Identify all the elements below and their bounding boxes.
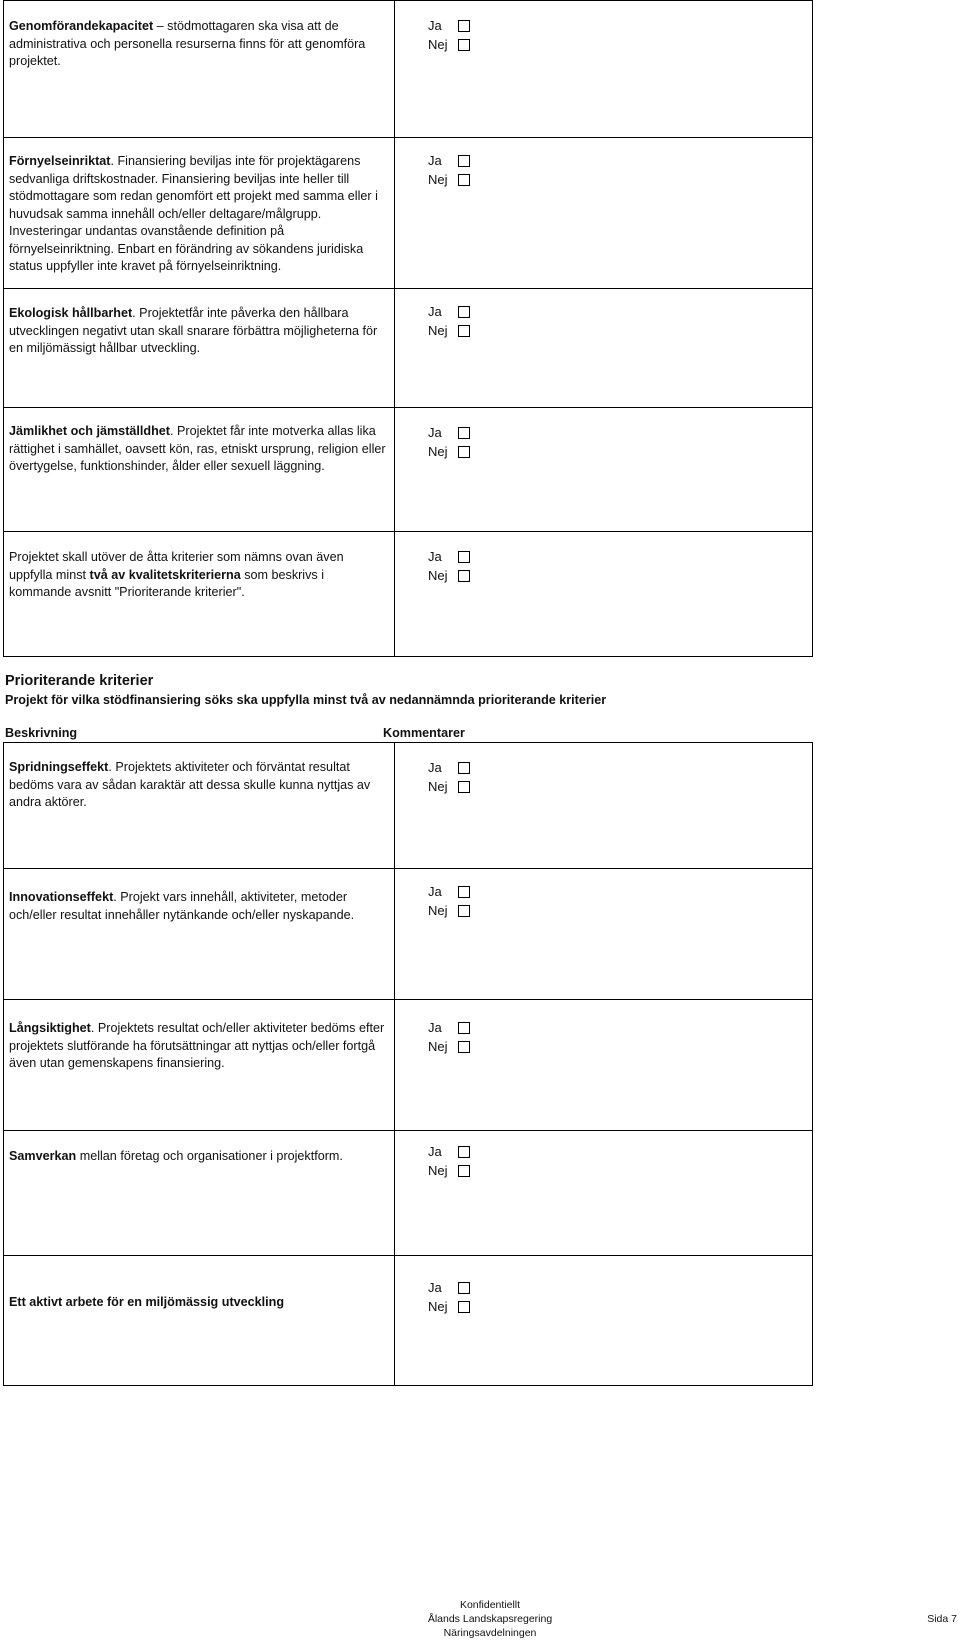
criteria-title: Förnyelseinriktat xyxy=(9,154,111,168)
priority-description xyxy=(4,1131,395,1256)
priority-description xyxy=(4,869,395,1000)
option-yes[interactable]: Ja xyxy=(428,758,812,777)
option-yes[interactable]: Ja xyxy=(428,16,812,35)
criteria-title: Genomförandekapacitet xyxy=(9,19,154,33)
option-no[interactable]: Nej xyxy=(428,566,812,585)
section-title: Prioriterande kriterier xyxy=(5,673,154,689)
option-no[interactable]: Nej xyxy=(428,901,812,920)
footer-confidential: Konfidentiellt xyxy=(459,1599,521,1611)
criteria-description: Projektet skall utöver de åtta kriterier som nämns ovan även uppfylla minst två av kvalitetskriterierna som beskrivs i kommande avsnitt "Prioriterande kriterier". xyxy=(4,532,395,657)
page-number: Sida 7 xyxy=(927,1613,957,1625)
checkbox-no[interactable] xyxy=(458,446,470,458)
footer-organization: Ålands Landskapsregering xyxy=(427,1613,553,1625)
option-yes[interactable]: Ja xyxy=(428,423,812,442)
footer-center xyxy=(380,1598,600,1640)
priority-options xyxy=(395,743,813,869)
footer-department: Näringsavdelningen xyxy=(443,1627,537,1639)
priority-options xyxy=(395,1131,813,1256)
option-no[interactable]: Nej xyxy=(428,1161,812,1180)
criteria-description xyxy=(4,289,395,408)
checkbox-yes[interactable] xyxy=(458,886,470,898)
column-header-description: Beskrivning xyxy=(5,726,78,740)
priority-text: . Projekt vars innehåll, aktiviteter, metoder och/eller resultat innehåller nytänkande och/eller nyskapande. xyxy=(9,890,355,922)
priority-title: Samverkan xyxy=(9,1149,77,1163)
priority-options xyxy=(395,1256,813,1386)
criteria-row xyxy=(4,532,813,657)
column-header-comments: Kommentarer xyxy=(383,726,465,740)
criteria-text: – stödmottagaren ska visa att de administrativa och personella resurserna finns för att genomföra projektet. xyxy=(9,19,366,68)
criteria-options xyxy=(395,532,813,657)
option-no[interactable]: Nej xyxy=(428,170,812,189)
option-no[interactable]: Nej xyxy=(428,35,812,54)
checkbox-no[interactable] xyxy=(458,781,470,793)
checkbox-no[interactable] xyxy=(458,905,470,917)
criteria-text: . Projektetfår inte påverka den hållbara utvecklingen negativt utan skall snarare förbättra möjligheterna för en miljömässigt hållbar utveckling. xyxy=(9,306,378,355)
priority-text: mellan företag och organisationer i projektform. xyxy=(76,1149,343,1163)
priority-title: Långsiktighet xyxy=(9,1021,91,1035)
option-yes[interactable]: Ja xyxy=(428,547,812,566)
criteria-row xyxy=(4,1,813,138)
criteria-text: . Projektet får inte motverka allas lika rättighet i samhället, oavsett kön, ras, etniskt ursprung, religion eller övertygelse, funktionshinder, ålder eller sexuell läggning. xyxy=(9,424,386,473)
option-yes[interactable]: Ja xyxy=(428,1018,812,1037)
criteria-options xyxy=(395,138,813,289)
checkbox-no[interactable] xyxy=(458,1165,470,1177)
criteria-text: . Finansiering beviljas inte för projektägarens sedvanliga driftskostnader. Finansiering beviljas inte heller till stödmottagare som redan genomfört ett projekt med samma eller i huvudsak samma innehåll och/eller deltagare/målgrupp. Investeringar undantas ovanstående definition på förnyelseinriktning. Enbart en förändring av sökandens juridiska status uppfyller inte kravet på förnyelseinriktning. xyxy=(9,154,378,273)
checkbox-no[interactable] xyxy=(458,39,470,51)
checkbox-no[interactable] xyxy=(458,570,470,582)
criteria-title: Jämlikhet och jämställdhet xyxy=(9,424,170,438)
priority-description xyxy=(4,743,395,869)
option-yes[interactable]: Ja xyxy=(428,1278,812,1297)
priority-table xyxy=(3,742,813,1386)
priority-row xyxy=(4,1131,813,1256)
option-no[interactable]: Nej xyxy=(428,321,812,340)
priority-title: Ett aktivt arbete för en miljömässig utveckling xyxy=(9,1295,285,1309)
checkbox-yes[interactable] xyxy=(458,1146,470,1158)
option-yes[interactable]: Ja xyxy=(428,151,812,170)
priority-row xyxy=(4,869,813,1000)
priority-options xyxy=(395,1000,813,1131)
checkbox-no[interactable] xyxy=(458,1041,470,1053)
section-subtitle: Projekt för vilka stödfinansiering söks ska uppfylla minst två av nedannämnda prioriterande kriterier xyxy=(5,693,607,707)
option-no[interactable]: Nej xyxy=(428,777,812,796)
checkbox-yes[interactable] xyxy=(458,551,470,563)
priority-text: . Projektets aktiviteter och förväntat resultat bedöms vara av sådan karaktär att dessa skulle kunna nyttjas av andra aktörer. xyxy=(9,760,371,809)
criteria-row xyxy=(4,408,813,532)
priority-description xyxy=(4,1000,395,1131)
option-yes[interactable]: Ja xyxy=(428,302,812,321)
option-no[interactable]: Nej xyxy=(428,1037,812,1056)
option-yes[interactable]: Ja xyxy=(428,882,812,901)
priority-row xyxy=(4,1000,813,1131)
priority-text: . Projektets resultat och/eller aktiviteter bedöms efter projektets slutförande ha förutsättningar att nyttjas och/eller fortgå även utan gemenskapens finansiering. xyxy=(9,1021,385,1070)
criteria-table xyxy=(3,0,813,657)
checkbox-yes[interactable] xyxy=(458,1022,470,1034)
priority-row xyxy=(4,743,813,869)
checkbox-yes[interactable] xyxy=(458,155,470,167)
criteria-text: som beskrivs i kommande avsnitt "Prioriterande kriterier". xyxy=(9,567,324,599)
priority-row xyxy=(4,1256,813,1386)
criteria-title: två av kvalitetskriterierna xyxy=(89,567,241,582)
criteria-options xyxy=(395,1,813,138)
criteria-row xyxy=(4,138,813,289)
priority-title: Innovationseffekt xyxy=(9,890,114,904)
criteria-row xyxy=(4,289,813,408)
option-yes[interactable]: Ja xyxy=(428,1142,812,1161)
checkbox-yes[interactable] xyxy=(458,427,470,439)
checkbox-yes[interactable] xyxy=(458,306,470,318)
criteria-title: Ekologisk hållbarhet xyxy=(9,306,133,320)
priority-description xyxy=(4,1256,395,1386)
option-no[interactable]: Nej xyxy=(428,442,812,461)
criteria-description xyxy=(4,408,395,532)
priority-options xyxy=(395,869,813,1000)
priority-title: Spridningseffekt xyxy=(9,760,109,774)
checkbox-no[interactable] xyxy=(458,325,470,337)
criteria-options xyxy=(395,408,813,532)
checkbox-yes[interactable] xyxy=(458,20,470,32)
checkbox-no[interactable] xyxy=(458,1301,470,1313)
criteria-description xyxy=(4,1,395,138)
criteria-description xyxy=(4,138,395,289)
checkbox-yes[interactable] xyxy=(458,762,470,774)
checkbox-yes[interactable] xyxy=(458,1282,470,1294)
checkbox-no[interactable] xyxy=(458,174,470,186)
criteria-options xyxy=(395,289,813,408)
option-no[interactable]: Nej xyxy=(428,1297,812,1316)
